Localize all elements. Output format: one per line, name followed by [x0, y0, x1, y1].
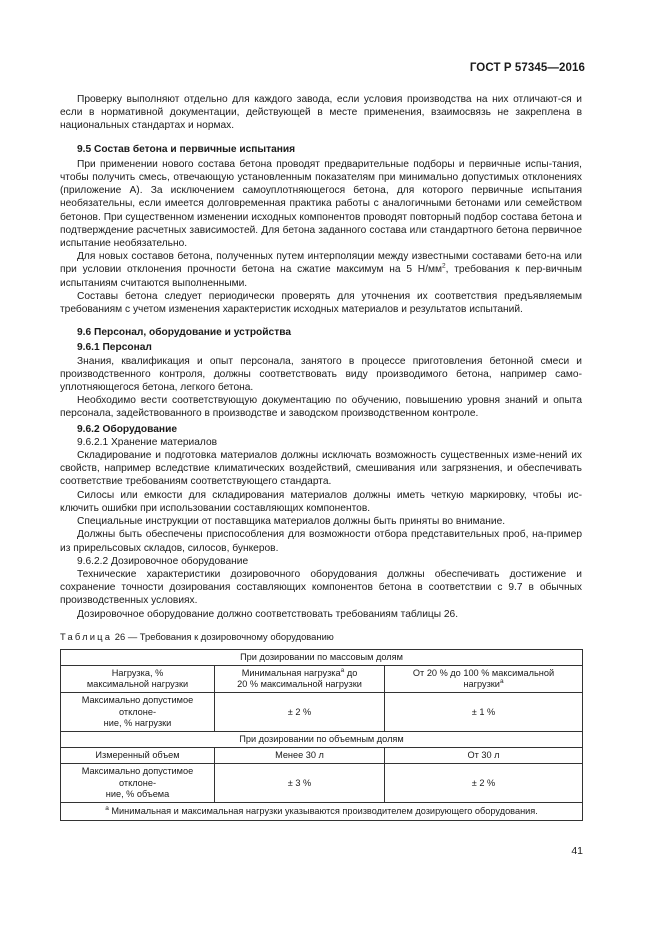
document-body	[60, 93, 582, 821]
paragraph: При применении нового состава бетона проводят предварительные подборы и первичные испы-тания, чтобы получить смесь, отвечающую установленным показателям при минимально допустимых отклонениях (приложение А). За исключением самоуплотняющегося бетона, для которого первичные испытания необязательны, если имеется долговременная практика работы с аналогичными бетонами или семейством бетонов. При существенном изменении исходных компонентов проводят повторный подбор состава бетона и подтверждение расчетных зависимостей. Для бетона заданного состава или стандартного бетона первичное испытание необязательно.	[60, 158, 582, 250]
table-row	[61, 693, 583, 732]
table-cell: Измеренный объем	[61, 748, 215, 764]
table-cell	[61, 764, 215, 803]
table-caption-label: Таблица	[60, 630, 113, 642]
paragraph-text: , требования к пер-вичным испытаниям считаются выполненными.	[60, 264, 583, 289]
paragraph: Складирование и подготовка материалов должны исключать возможность существенных изме-нений их свойств, например вследствие климатических воздействий, смешивания или загрязнения, и обеспечивать соответствие требованиям соответствующего стандарта.	[60, 450, 582, 488]
cell-line	[389, 679, 578, 690]
cell-line: Максимально допустимое отклоне-	[81, 766, 194, 788]
paragraph: Проверку выполняют отдельно для каждого завода, если условия производства на них отличают-ся и если в нормативной документации, действующей в месте применения, взаимосвязь не закреплена в национальных стандартах и нормах.	[60, 94, 582, 132]
clause-heading-9-6-2-2: 9.6.2.2 Дозировочное оборудование	[77, 555, 249, 567]
paragraph: Должны быть обеспечены приспособления для возможности отбора представительных проб, на-пример из прирельсовых складов, силосов, бункеров.	[60, 529, 582, 554]
footnote-marker: а	[105, 804, 109, 812]
paragraph: Необходимо вести соответствующую документацию по обучению, повышению уровня знаний и опыта персонала, задействованного в производстве и заводском производственном контроле.	[60, 395, 582, 420]
table-row	[61, 731, 583, 747]
paragraph	[60, 250, 582, 290]
cell-text: Минимальная нагрузка	[241, 667, 341, 678]
table-cell	[385, 665, 583, 692]
section-heading-9-5: 9.5 Состав бетона и первичные испытания	[77, 143, 296, 155]
table-row	[61, 764, 583, 803]
table-cell: ± 2 %	[385, 764, 583, 803]
clause-heading-9-6-2-1: 9.6.2.1 Хранение материалов	[77, 436, 218, 448]
cell-text: нагрузки	[463, 679, 500, 690]
cell-line: 20 % максимальной нагрузки	[237, 679, 362, 690]
table-cell: Менее 30 л	[215, 748, 385, 764]
table-caption-text: 26 — Требования к дозировочному оборудованию	[114, 630, 334, 642]
table-cell: ± 2 %	[215, 693, 385, 732]
table-row	[61, 665, 583, 692]
subsection-heading-9-6-1: 9.6.1 Персонал	[77, 342, 152, 354]
footnote-marker: а	[340, 666, 345, 674]
cell-line: ние, % объема	[105, 788, 170, 799]
paragraph: Силосы или емкости для складирования материалов должны иметь четкую маркировку, чтобы ис-ключить ошибки при использовании составляющих компонентов.	[60, 489, 582, 514]
paragraph: Дозировочное оборудование должно соответствовать требованиям таблицы 26.	[77, 608, 459, 620]
subsection-heading-9-6-2: 9.6.2 Оборудование	[77, 423, 177, 435]
table-row	[61, 802, 583, 820]
table-cell	[61, 665, 215, 692]
paragraph-text: Для новых составов бетона, полученных путем интерполяции между известными составами бето-на или при условии отклонения прочности бетона на сжатие максимум на 5 Н/мм	[60, 251, 582, 276]
section-heading-9-6: 9.6 Персонал, оборудование и устройства	[77, 327, 291, 339]
table-row	[61, 748, 583, 764]
document-header: ГОСТ Р 57345—2016	[469, 62, 585, 74]
cell-line: максимальной нагрузки	[86, 679, 189, 690]
cell-line: От 20 % до 100 % максимальной	[412, 667, 555, 678]
table-group-header: При дозировании по объемным долям	[61, 731, 583, 747]
cell-line: ние, % нагрузки	[103, 717, 172, 728]
table-group-header: При дозировании по массовым долям	[61, 649, 583, 665]
table-footnote	[61, 802, 583, 820]
paragraph: Специальные инструкции от поставщика материалов должны быть приняты во внимание.	[77, 516, 506, 528]
paragraph: Знания, квалификация и опыт персонала, занятого в процессе приготовления бетонной смеси и производственного контроля, должны соответствовать виду производимого бетона, например само-уплотняющегося бетона, легкого бетона.	[60, 355, 582, 394]
cell-line	[219, 668, 380, 679]
table-row	[61, 649, 583, 665]
table-caption	[60, 631, 582, 643]
table-cell	[61, 693, 215, 732]
superscript: 2	[442, 263, 446, 271]
cell-text: до	[344, 667, 358, 678]
cell-line: Нагрузка, %	[111, 667, 164, 678]
table-cell: От 30 л	[385, 748, 583, 764]
dosing-requirements-table	[60, 649, 583, 821]
footnote-text: Минимальная и максимальная нагрузки указываются производителем дозирующего оборудования.	[108, 805, 538, 816]
table-cell: ± 3 %	[215, 764, 385, 803]
paragraph: Составы бетона следует периодически проверять для уточнения их соответствия предъявляемым требованиям с учетом изменения характеристик исходных материалов и результатов испытаний.	[60, 290, 582, 316]
table-cell	[215, 665, 385, 692]
footnote-marker: а	[499, 678, 504, 686]
table-cell: ± 1 %	[385, 693, 583, 732]
paragraph: Технические характеристики дозировочного оборудования должны обеспечивать достижение и сохранение точности дозирования составляющих компонентов бетона в соответствии с 9.7 в обычных производственных условиях.	[60, 568, 582, 607]
page-number: 41	[571, 845, 583, 857]
cell-line: Максимально допустимое отклоне-	[81, 695, 194, 717]
